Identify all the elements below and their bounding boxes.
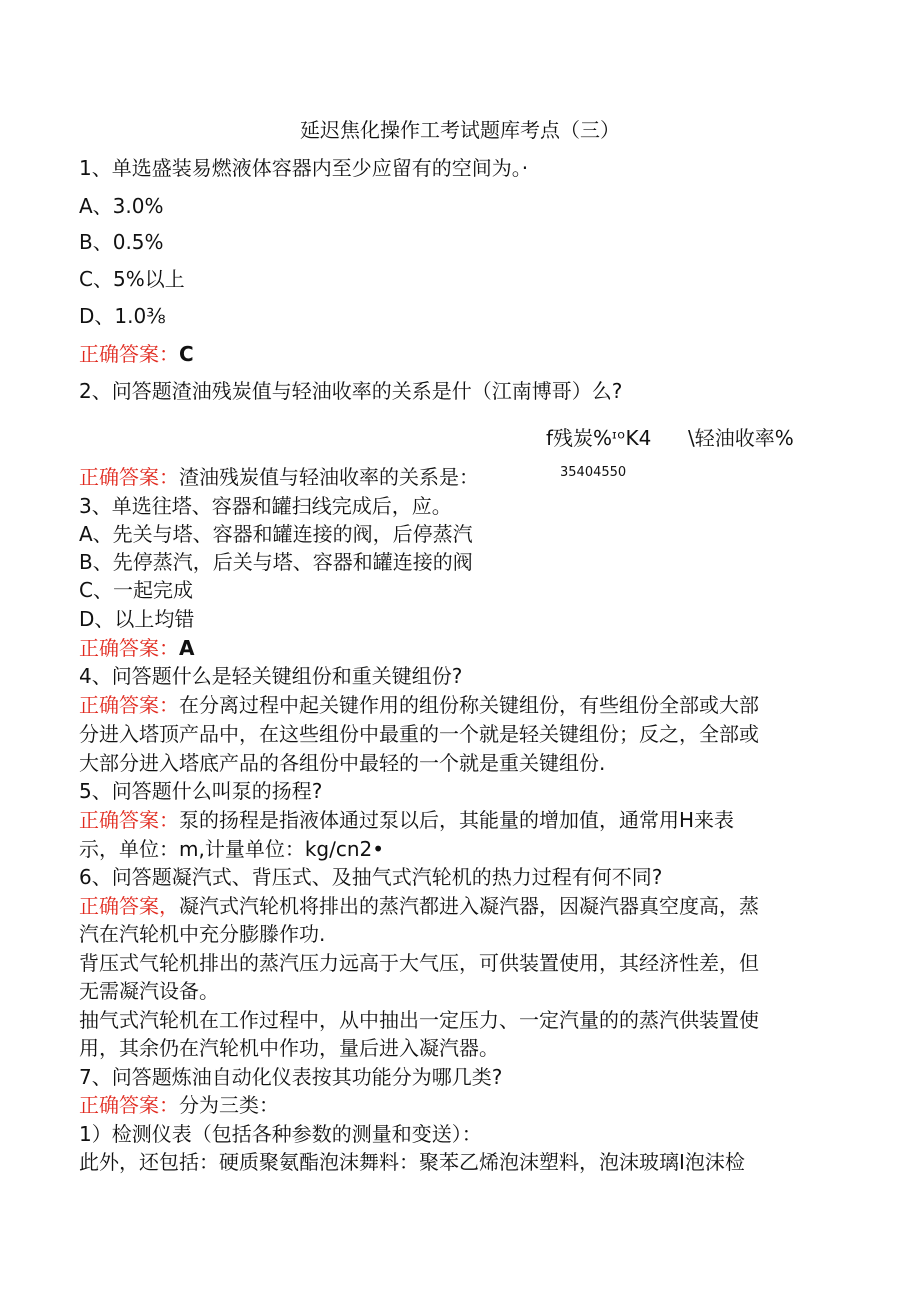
question-3: 3、单选往塔、容器和罐扫线完成后，应。 — [79, 494, 452, 518]
q3-option-c: C、一起完成 — [79, 578, 193, 602]
q3-answer-row — [79, 634, 194, 662]
answer-line: 无需凝汽设备。 — [79, 979, 219, 1003]
question-2: 2、问答题渣油残炭值与轻油收率的关系是什（江南博哥）么? — [79, 379, 623, 403]
document-title: 延迟焦化操作工考试题库考点（三） — [300, 118, 620, 142]
answer-line: 1）检测仪表（包括各种参数的测量和变送）： — [79, 1122, 482, 1146]
answer-line: 此外，还包括：硬质聚氨酯泡沫舞料：聚苯乙烯泡沫塑料，泡沫玻璃I泡沫检 — [79, 1150, 745, 1174]
table-numbers: 35404550 — [560, 465, 627, 480]
answer-line: 凝汽式汽轮机将排出的蒸汽都进入凝汽器，因凝汽器真空度高，蒸 — [179, 894, 759, 918]
q1-option-c: C、5%以上 — [79, 267, 185, 291]
table-header-right: \轻油收率% — [688, 426, 794, 450]
answer-line: 抽气式汽轮机在工作过程中，从中抽出一定压力、一定汽量的的蒸汽供装置使 — [79, 1008, 759, 1032]
answer-line: 汽在汽轮机中充分膨滕作功. — [79, 922, 326, 946]
q7-answer-row — [79, 1091, 279, 1119]
answer-line: 示，单位：m,计量单位：kg∕cn2• — [79, 837, 385, 861]
question-6: 6、问答题凝汽式、背压式、及抽气式汽轮机的热力过程有何不同? — [79, 865, 663, 889]
answer-value: A — [179, 636, 195, 660]
answer-label: 正确答案： — [79, 1093, 179, 1117]
answer-label: 正确答案： — [79, 465, 179, 489]
q5-answer-row — [79, 806, 734, 834]
q3-option-d: D、以上均错 — [79, 607, 195, 631]
q3-option-b: B、先停蒸汽，后关与塔、容器和罐连接的阀 — [79, 550, 473, 574]
answer-label: 正确答案： — [79, 693, 179, 717]
question-1: 1、单选盛装易燃液体容器内至少应留有的空间为。· — [79, 156, 529, 180]
q2-answer-row — [79, 463, 479, 491]
answer-line: 用，其余仍在汽轮机中作功，量后进入凝汽器。 — [79, 1036, 499, 1060]
q1-answer-row — [79, 340, 194, 368]
answer-value: 渣油残炭值与轻油收率的关系是： — [179, 465, 479, 489]
answer-value: 分为三类： — [179, 1093, 279, 1117]
question-4: 4、问答题什么是轻关键组份和重关键组份? — [79, 664, 463, 688]
answer-line: 分进入塔顶产品中，在这些组份中最重的一个就是轻关键组份；反之，全部或 — [79, 722, 759, 746]
question-7: 7、问答题炼油自动化仪表按其功能分为哪几类? — [79, 1065, 503, 1089]
q1-option-d: D、1.0⅜ — [79, 304, 166, 328]
answer-line: 大部分进入塔底产品的各组份中最轻的一个就是重关键组份. — [79, 751, 606, 775]
answer-label: 正确答案： — [79, 636, 179, 660]
answer-value: C — [179, 342, 194, 366]
answer-label: 正确答案， — [79, 894, 179, 918]
answer-line: 泵的扬程是指液体通过泵以后，其能量的增加值，通常用H来表 — [179, 808, 735, 832]
q6-answer-row — [79, 892, 759, 920]
q4-answer-row — [79, 691, 759, 719]
answer-line: 背压式气轮机排出的蒸汽压力远高于大气压，可供装置使用，其经济性差，但 — [79, 951, 759, 975]
answer-line: 在分离过程中起关键作用的组份称关键组份，有些组份全部或大部 — [179, 693, 759, 717]
q1-option-b: B、0.5% — [79, 230, 164, 254]
q3-option-a: A、先关与塔、容器和罐连接的阀，后停蒸汽 — [79, 522, 473, 546]
table-header-left: f残炭%ᶦᵒK4 — [546, 426, 652, 450]
answer-label: 正确答案： — [79, 808, 179, 832]
question-5: 5、问答题什么叫泵的扬程? — [79, 779, 323, 803]
answer-label: 正确答案： — [79, 342, 179, 366]
q1-option-a: A、3.0% — [79, 194, 164, 218]
